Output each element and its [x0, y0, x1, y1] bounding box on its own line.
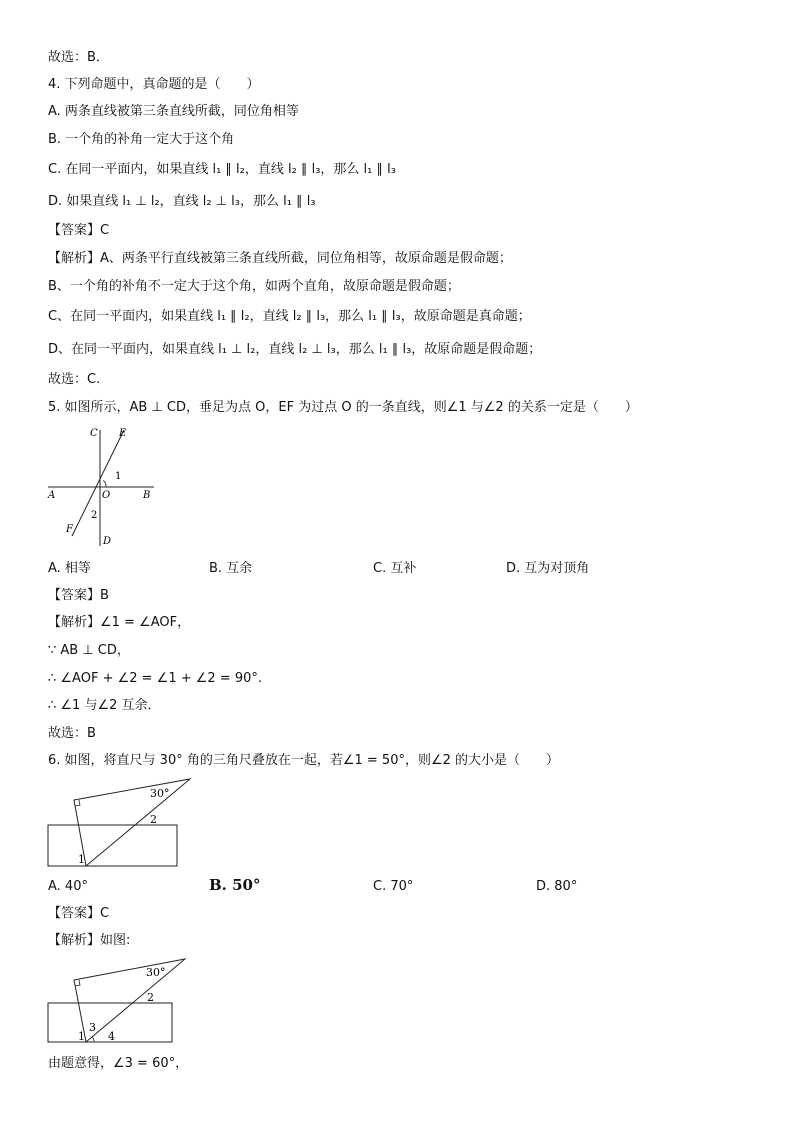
q5-option-a: A. 相等 [48, 561, 91, 576]
q4-analysis-b: B、一个角的补角不一定大于这个角，如两个直角，故原命题是假命题； [48, 279, 460, 294]
question-6-title: 6. 如图，将直尺与 30° 角的三角尺叠放在一起，若∠1 = 50°，则∠2 的大小是（ ） [48, 753, 560, 768]
label-d: D [103, 536, 112, 547]
label-c: C [90, 428, 98, 439]
label-angle-4: 4 [108, 1030, 115, 1043]
q4-conclusion: 故选：C. [48, 372, 101, 387]
label-f: F [66, 524, 73, 535]
q4-analysis-c: C、在同一平面内，如果直线 l₁ ∥ l₂，直线 l₂ ∥ l₃，那么 l₁ ∥ l₃，故原命题是真命题； [48, 309, 531, 324]
q6-option-a: A. 40° [48, 879, 88, 894]
question-4-title: 4. 下列命题中，真命题的是（ ） [48, 77, 260, 92]
q5-conclusion: 故选：B [48, 726, 96, 741]
angle-4-arc [92, 1037, 94, 1043]
q6-analysis-figure [46, 955, 196, 1047]
q5-answer: 【答案】B [48, 588, 109, 603]
q5-analysis-4: ∴ ∠1 与∠2 互余． [48, 698, 161, 713]
q6-figure [46, 775, 196, 870]
label-angle-2: 2 [147, 991, 154, 1004]
label-a: A [48, 490, 56, 501]
q5-option-d: D. 互为对顶角 [506, 561, 590, 576]
q6-answer: 【答案】C [48, 906, 110, 921]
ruler [48, 825, 177, 866]
triangle [74, 779, 190, 866]
q4-option-d: D. 如果直线 l₁ ⊥ l₂，直线 l₂ ⊥ l₃，那么 l₁ ∥ l₃ [48, 194, 316, 209]
q5-analysis-2: ∵ AB ⊥ CD， [48, 643, 130, 658]
label-angle-1: 1 [115, 471, 122, 482]
question-5-title: 5. 如图所示，AB ⊥ CD，垂足为点 O，EF 为过点 O 的一条直线，则∠1 与∠2 的关系一定是（ ） [48, 400, 638, 415]
q4-option-c: C. 在同一平面内，如果直线 l₁ ∥ l₂，直线 l₂ ∥ l₃，那么 l₁ ∥ l₃ [48, 162, 396, 177]
q6-option-c: C. 70° [373, 879, 414, 894]
q5-analysis-1: 【解析】∠1 = ∠AOF， [48, 615, 191, 630]
q6-option-d: D. 80° [536, 879, 578, 894]
q4-analysis-d: D、在同一平面内，如果直线 l₁ ⊥ l₂，直线 l₂ ⊥ l₃，那么 l₁ ∥ l₃，故原命题是假命题； [48, 342, 542, 357]
label-o: O [102, 490, 111, 501]
label-e: E [119, 428, 127, 439]
q6-analysis-1: 由题意得，∠3 = 60°， [48, 1056, 189, 1071]
q4-analysis-a: 【解析】A、两条平行直线被第三条直线所截，同位角相等，故原命题是假命题； [48, 251, 512, 266]
q6-option-b: B. 50° [209, 876, 261, 894]
right-angle-mark [75, 980, 80, 986]
q5-option-c: C. 互补 [373, 561, 417, 576]
right-angle-mark [75, 800, 80, 806]
label-angle-2: 2 [91, 510, 98, 521]
label-angle-1: 1 [78, 853, 85, 866]
label-30-deg: 30° [150, 787, 170, 800]
line-ef [72, 430, 124, 536]
q5-option-b: B. 互余 [209, 561, 253, 576]
label-b: B [143, 490, 151, 501]
label-angle-3: 3 [89, 1021, 96, 1034]
q4-option-a: A. 两条直线被第三条直线所截，同位角相等 [48, 104, 299, 119]
q4-option-b: B. 一个角的补角一定大于这个角 [48, 132, 235, 147]
angle-1-arc [103, 481, 106, 488]
label-30-deg: 30° [146, 966, 166, 979]
q4-answer: 【答案】C [48, 223, 110, 238]
label-angle-2: 2 [150, 813, 157, 826]
label-angle-1: 1 [78, 1030, 85, 1043]
q6-analysis-intro: 【解析】如图: [48, 933, 131, 948]
q5-analysis-3: ∴ ∠AOF + ∠2 = ∠1 + ∠2 = 90°. [48, 671, 263, 686]
text-line: 故选：B． [48, 50, 109, 65]
q5-figure [44, 424, 159, 550]
